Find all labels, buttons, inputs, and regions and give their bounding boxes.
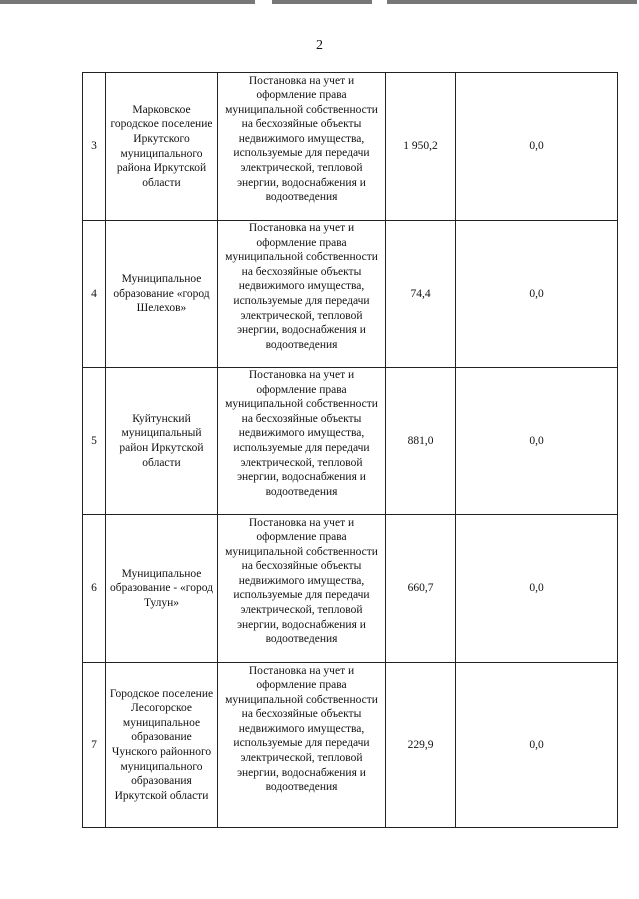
description-text: Постановка на учет и оформление права муниципальной собственности на бесхозяйные объекты недвижимого имущества, используемые для передачи электрической, тепловой энергии, водоснабжения и водоотведения — [225, 664, 378, 794]
table-row — [83, 663, 618, 828]
scan-top-edge-line — [272, 0, 372, 4]
scan-top-edge-line — [387, 0, 637, 4]
secondary-amount-cell: 0,0 — [456, 73, 618, 221]
table-row — [83, 73, 618, 221]
description-text: Постановка на учет и оформление права муниципальной собственности на бесхозяйные объекты недвижимого имущества, используемые для передачи электрической, тепловой энергии, водоснабжения и водоотведения — [225, 222, 378, 351]
municipality-cell: Городское поселение Лесогорское муниципальное образование Чунского районного муниципального образования Иркутской области — [106, 663, 218, 828]
description-text: Постановка на учет и оформление права муниципальной собственности на бесхозяйные объекты недвижимого имущества, используемые для передачи электрической, тепловой энергии, водоснабжения и водоотведения — [225, 516, 378, 646]
municipality-cell: Муниципальное образование - «город Тулун» — [106, 515, 218, 663]
amount-cell: 660,7 — [386, 515, 456, 663]
scan-top-edge-line — [0, 0, 255, 4]
description-cell — [218, 663, 386, 828]
table-row — [83, 221, 618, 368]
table-row — [83, 515, 618, 663]
row-number-cell: 4 — [83, 221, 106, 368]
page-number: 2 — [316, 38, 323, 53]
row-number-cell: 7 — [83, 663, 106, 828]
municipality-cell: Муниципальное образование «город Шелехов» — [106, 221, 218, 368]
description-cell — [218, 221, 386, 368]
secondary-amount-cell: 0,0 — [456, 221, 618, 368]
row-number-cell: 5 — [83, 368, 106, 515]
secondary-amount-cell: 0,0 — [456, 663, 618, 828]
table-row — [83, 368, 618, 515]
amount-cell: 881,0 — [386, 368, 456, 515]
secondary-amount-cell: 0,0 — [456, 515, 618, 663]
row-number-cell: 6 — [83, 515, 106, 663]
secondary-amount-cell: 0,0 — [456, 368, 618, 515]
description-cell — [218, 515, 386, 663]
amount-cell: 74,4 — [386, 221, 456, 368]
description-cell — [218, 368, 386, 515]
funding-table — [82, 72, 618, 828]
amount-cell: 229,9 — [386, 663, 456, 828]
row-number-cell: 3 — [83, 73, 106, 221]
amount-cell: 1 950,2 — [386, 73, 456, 221]
municipality-cell: Марковское городское поселение Иркутского муниципального района Иркутской области — [106, 73, 218, 221]
description-text: Постановка на учет и оформление права муниципальной собственности на бесхозяйные объекты недвижимого имущества, используемые для передачи электрической, тепловой энергии, водоснабжения и водоотведения — [225, 369, 378, 498]
municipality-cell: Куйтунский муниципальный район Иркутской области — [106, 368, 218, 515]
description-text: Постановка на учет и оформление права муниципальной собственности на бесхозяйные объекты недвижимого имущества, используемые для передачи электрической, тепловой энергии, водоснабжения и водоотведения — [225, 74, 378, 204]
description-cell — [218, 73, 386, 221]
